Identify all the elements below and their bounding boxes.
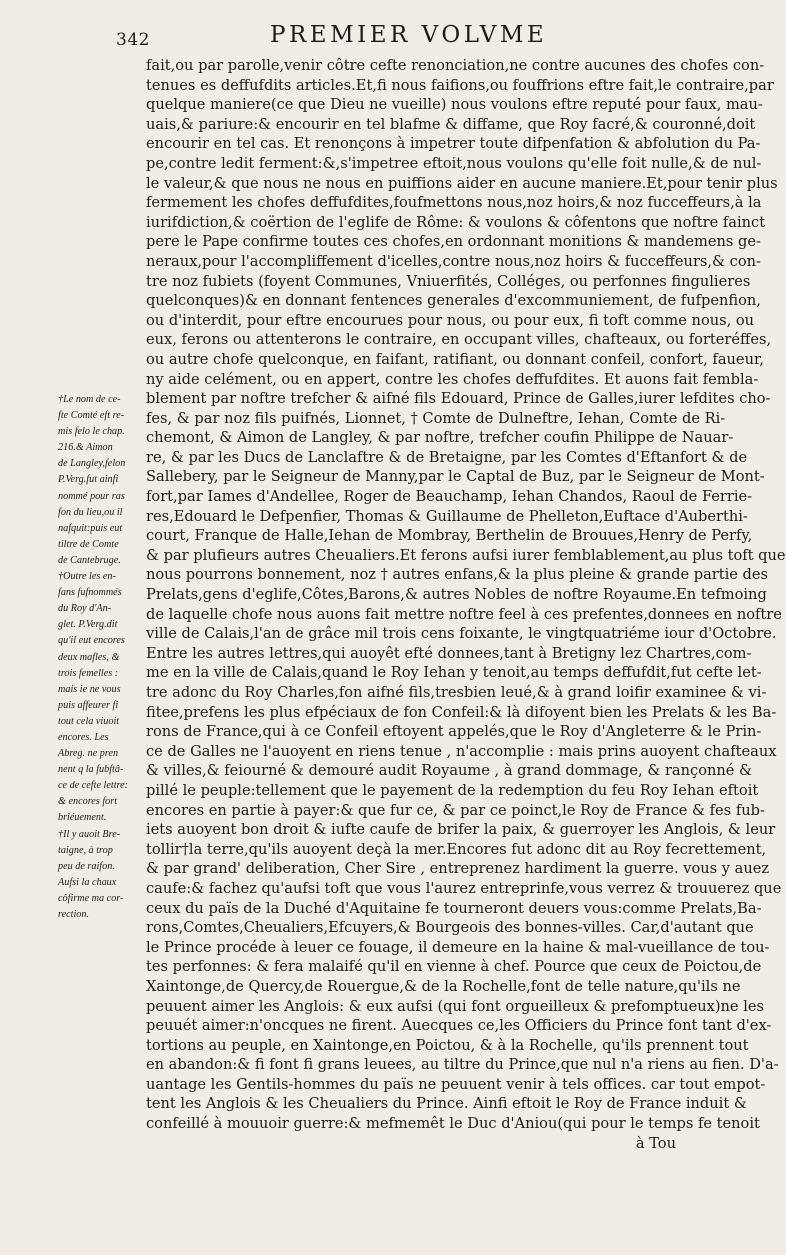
margin-note-line: †Il y auoit Bre- bbox=[58, 828, 121, 840]
text-line: encores en partie à payer:& que fur ce, & par ce poinct,le Roy de France & fes fub- bbox=[146, 801, 765, 819]
margin-note-line: de Langley,felon bbox=[58, 458, 126, 470]
text-line: tollir†la terre,qu'ils auoyent deçà la mer.Encores fut adonc dit au Roy fecrettement, bbox=[146, 840, 767, 858]
margin-note-line: †Outre les en- bbox=[58, 571, 116, 583]
text-line: nous pourrons bonnement, noz † autres enfans,& la plus pleine & grande partie des bbox=[146, 566, 769, 584]
margin-note-line: glet. P.Verg.dit bbox=[58, 619, 118, 631]
text-line: confeillé à mouuoir guerre:& mefmemêt le Duc d'Aniou(qui pour le temps fe tenoit bbox=[146, 1115, 760, 1133]
margin-note-line: mais ie ne vous bbox=[58, 683, 121, 695]
text-line: Entre les autres lettres,qui auoyêt efté donnees,tant à Bretigny lez Chartres,com- bbox=[146, 644, 752, 662]
text-line: re, & par les Ducs de Lanclaftre & de Bretaigne, par les Comtes d'Eftanfort & de bbox=[146, 448, 748, 466]
margin-notes bbox=[58, 392, 144, 923]
text-line: quelconques)& en donnant fentences generales d'excommuniement, de fufpenfion, bbox=[146, 292, 761, 310]
text-line: en abandon:& fi font fi grans leuees, au tiltre du Prince,que nul n'a riens au fien. D'a- bbox=[146, 1056, 779, 1074]
text-line: & par plufieurs autres Cheualiers.Et ferons aufsi iurer femblablement,au plus toft que bbox=[146, 546, 786, 564]
margin-note-line: mis felo le chap. bbox=[58, 426, 125, 438]
margin-note-line: puis affeurer fi bbox=[58, 699, 119, 711]
running-head: PREMIER VOLVME bbox=[270, 22, 548, 48]
margin-note-line: fans fufnommés bbox=[58, 587, 122, 599]
margin-note-line: briéuement. bbox=[58, 812, 107, 824]
text-line: ou d'interdit, pour eftre encourues pour nous, ou pour eux, fi toft comme nous, ou bbox=[146, 311, 755, 329]
text-line: ny aide celément, ou en appert, contre les chofes deffufdites. Et auons fait fembla- bbox=[146, 370, 759, 388]
text-line: & par grand' deliberation, Cher Sire , entreprenez hardiment la guerre. vous y auez bbox=[146, 860, 770, 878]
text-line: le valeur,& que nous ne nous en puiffions aider en aucune maniere.Et,pour tenir plus bbox=[146, 174, 778, 192]
text-line: pillé le peuple:tellement que le payement de la redemption du feu Roy Iehan eftoit bbox=[146, 781, 759, 799]
margin-note-line: & encores fort bbox=[58, 796, 118, 808]
margin-note-line: P.Verg.fut ainfi bbox=[58, 474, 119, 486]
page-number: 342 bbox=[116, 30, 150, 50]
text-line: Xaintonge,de Quercy,de Rouergue,& de la Rochelle,font de telle nature,qu'ils ne bbox=[146, 977, 741, 995]
text-line: Sallebery, par le Seigneur de Manny,par le Captal de Buz, par le Seigneur de Mont- bbox=[146, 468, 765, 486]
text-line: encourir en tel cas. Et renonçons à impetrer toute difpenfation & abfolution du Pa- bbox=[146, 135, 761, 153]
text-line: tortions au peuple, en Xaintonge,en Poictou, & à la Rochelle, qu'ils prennent tout bbox=[146, 1036, 749, 1054]
text-line: & villes,& feiourné & demouré audit Royaume , à grand dommage, & rançonné & bbox=[146, 762, 753, 780]
text-line: tre adonc du Roy Charles,fon aifné fils,tresbien leué,& à grand loifir examinee & vi- bbox=[146, 684, 767, 701]
text-line: ceux du païs de la Duché d'Aquitaine fe tourneront deuers vous:comme Prelats,Ba- bbox=[146, 899, 762, 917]
text-line: fes, & par noz fils puifnés, Lionnet, † Comte de Dulneftre, Iehan, Comte de Ri- bbox=[146, 409, 726, 427]
text-line: pe,contre ledit ferment:&,s'impetree eftoit,nous voulons qu'elle foit nulle,& de nul- bbox=[146, 154, 762, 172]
margin-note-line: rection. bbox=[58, 909, 90, 920]
text-line: tes perfonnes: & fera malaifé qu'il en vienne à chef. Pource que ceux de Poictou,de bbox=[146, 958, 762, 976]
text-line: ville de Calais,l'an de grâce mil trois cens foixante, le vingtquatriéme iour d'Octobre. bbox=[146, 625, 777, 643]
margin-note-line: encores. Les bbox=[58, 731, 109, 743]
text-line: me en la ville de Calais,quand le Roy Iehan y tenoit,au temps deffufdit,fut cefte let- bbox=[146, 664, 762, 682]
margin-note-line: trois femelles : bbox=[58, 667, 119, 679]
text-line: rons de France,qui à ce Confeil eftoyent appelés,que le Roy d'Angleterre & le Prin- bbox=[146, 723, 762, 741]
margin-note-line: Aufsi la chaux bbox=[58, 876, 117, 888]
margin-note-line: deux mafles, & bbox=[58, 651, 120, 663]
text-line: fait,ou par parolle,venir côtre cefte renonciation,ne contre aucunes des chofes con- bbox=[146, 57, 765, 74]
text-line: le Prince procéde à leuer ce fouage, il demeure en la haine & mal-vueillance de tou- bbox=[146, 938, 770, 956]
margin-note-line: qu'il eut encores bbox=[58, 635, 125, 647]
margin-note-line: †Le nom de ce- bbox=[58, 394, 121, 405]
text-line: peuuét aimer:n'oncques ne firent. Auecques ce,les Officiers du Prince font tant d'ex- bbox=[146, 1017, 772, 1035]
margin-note-line: côfirme ma cor- bbox=[58, 892, 124, 904]
main-text-column bbox=[146, 56, 786, 1153]
text-line: tre noz fubiets (foyent Communes, Vniuerfités, Colléges, ou perfonnes fingulieres bbox=[146, 272, 751, 290]
text-line: à Tou bbox=[635, 1134, 676, 1152]
text-line: tent les Anglois & les Cheualiers du Prince. Ainfi eftoit le Roy de France induit & bbox=[146, 1095, 747, 1113]
text-line: ou autre chofe quelconque, en faifant, ratifiant, ou donnant confeil, confort, faueur, bbox=[146, 350, 764, 368]
text-line: fort,par Iames d'Andellee, Roger de Beauchamp, Iehan Chandos, Raoul de Ferrie- bbox=[146, 488, 753, 506]
margin-note-line: fon du lieu,ou il bbox=[58, 506, 123, 518]
text-line: fermement les chofes deffufdites,foufmettons nous,noz hoirs,& noz fucceffeurs,à la bbox=[146, 194, 762, 212]
text-line: uantage les Gentils-hommes du païs ne peuuent venir à tels offices. car tout empot- bbox=[146, 1075, 766, 1093]
margin-note-line: du Roy d'An- bbox=[58, 603, 112, 615]
margin-note-line: ce de cefte lettre: bbox=[58, 780, 129, 792]
margin-note-line: peu de raifon. bbox=[58, 860, 115, 872]
text-line: blement par noftre trefcher & aifné fils Edouard, Prince de Galles,iurer lefdites cho- bbox=[146, 390, 771, 408]
text-line: caufe:& fachez qu'aufsi toft que vous l'aurez entreprinfe,vous verrez & trouuerez que bbox=[146, 879, 782, 897]
margin-note-line: de Cantebruge. bbox=[58, 554, 121, 566]
margin-note-line: Abreg. ne pren bbox=[58, 748, 119, 760]
text-line: tenues es deffufdits articles.Et,fi nous faifions,ou fouffrions eftre fait,le contraire,par bbox=[146, 76, 774, 94]
text-line: court, Franque de Halle,Iehan de Mombray, Berthelin de Brouues,Henry de Perfy, bbox=[146, 527, 753, 545]
text-line: neraux,pour l'accompliffement d'icelles,contre nous,noz hoirs & fucceffeurs,& con- bbox=[146, 252, 761, 270]
text-line: rons,Comtes,Cheualiers,Efcuyers,& Bourgeois des bonnes-villes. Car,d'autant que bbox=[146, 919, 754, 937]
text-line: pere le Pape confirme toutes ces chofes,en ordonnant monitions & mandemens ge- bbox=[146, 233, 761, 251]
margin-note-line: 216.& Aimon bbox=[58, 442, 113, 454]
margin-note-line: taigne, à trop bbox=[58, 844, 113, 856]
text-line: chemont, & Aimon de Langley, & par noftre, trefcher coufin Philippe de Nauar- bbox=[146, 429, 734, 447]
text-line: ce de Galles ne l'auoyent en riens tenue , n'accomplie : mais prins auoyent chafteaux bbox=[146, 742, 777, 760]
text-line: iurifdiction,& coërtion de l'eglife de Rôme: & voulons & côfentons que noftre fainct bbox=[146, 213, 766, 231]
margin-note-line: tiltre de Comte bbox=[58, 538, 119, 550]
text-line: Prelats,gens d'eglife,Côtes,Barons,& autres Nobles de noftre Royaume.En tefmoing bbox=[146, 586, 767, 604]
text-line: uais,& pariure:& encourir en tel blafme & diffame, que Roy facré,& couronné,doit bbox=[146, 115, 756, 133]
text-line: quelque maniere(ce que Dieu ne vueille) nous voulons eftre reputé pour faux, mau- bbox=[146, 96, 763, 114]
margin-note-line: nent q la fubftâ- bbox=[58, 764, 124, 776]
text-line: res,Edouard le Defpenfier, Thomas & Guillaume de Phelleton,Euftace d'Auberthi- bbox=[146, 507, 748, 525]
text-line: peuuent aimer les Anglois: & eux aufsi (qui font orgueilleux & prefomptueux)ne les bbox=[146, 997, 765, 1015]
text-line: eux, ferons ou attenterons le contraire, en occupant villes, chafteaux, ou forteréffes, bbox=[146, 331, 772, 349]
margin-note-line: tout cela viuoit bbox=[58, 715, 120, 727]
margin-note-line: nafquit:puis eut bbox=[58, 522, 123, 534]
text-line: de laquelle chofe nous auons fait mettre noftre feel à ces prefentes,donnees en noftre bbox=[146, 605, 782, 623]
margin-note-line: fte Comté eft re- bbox=[58, 410, 125, 422]
text-line: iets auoyent bon droit & iufte caufe de brifer la paix, & guerroyer les Anglois, & leur bbox=[146, 821, 776, 839]
margin-note-line: nommé pour ras bbox=[58, 490, 125, 502]
text-line: fitee,prefens les plus efpéciaux de fon Confeil:& là difoyent bien les Prelats & les Ba- bbox=[146, 703, 777, 721]
